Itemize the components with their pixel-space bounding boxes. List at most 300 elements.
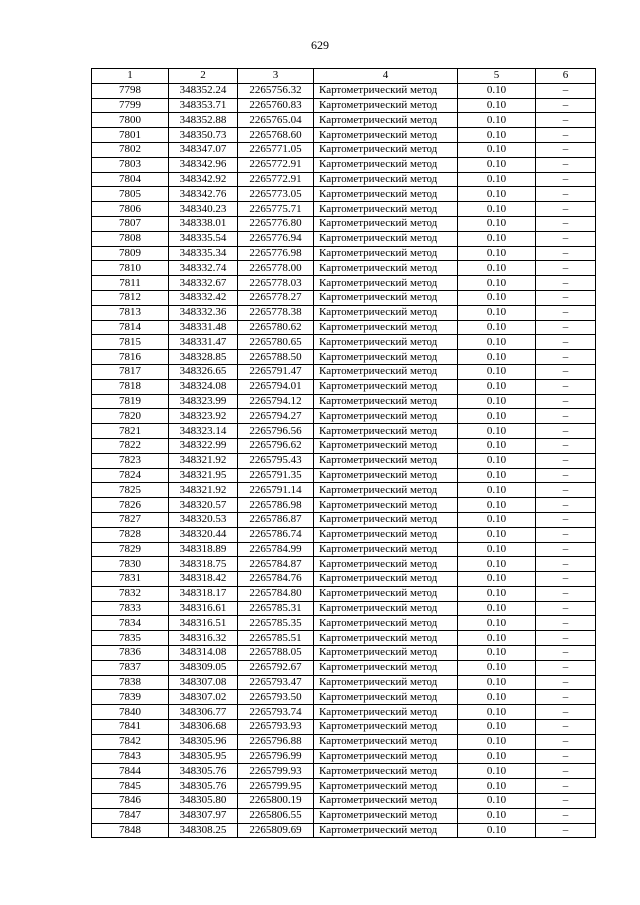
method-cell: Картометрический метод bbox=[314, 83, 458, 98]
table-row bbox=[92, 572, 596, 587]
x-coordinate-cell: 348320.57 bbox=[169, 498, 238, 513]
x-coordinate-cell: 348342.96 bbox=[169, 157, 238, 172]
y-coordinate-cell: 2265806.55 bbox=[238, 808, 314, 823]
method-cell: Картометрический метод bbox=[314, 157, 458, 172]
note-cell: – bbox=[536, 202, 596, 217]
method-cell: Картометрический метод bbox=[314, 172, 458, 187]
point-number-cell: 7807 bbox=[92, 216, 169, 231]
y-coordinate-cell: 2265778.38 bbox=[238, 305, 314, 320]
point-number-cell: 7809 bbox=[92, 246, 169, 261]
note-cell: – bbox=[536, 364, 596, 379]
x-coordinate-cell: 348305.80 bbox=[169, 794, 238, 809]
table-row bbox=[92, 246, 596, 261]
table-row bbox=[92, 631, 596, 646]
table-row bbox=[92, 823, 596, 838]
point-number-cell: 7829 bbox=[92, 542, 169, 557]
note-cell: – bbox=[536, 646, 596, 661]
x-coordinate-cell: 348328.85 bbox=[169, 350, 238, 365]
table-row bbox=[92, 794, 596, 809]
x-coordinate-cell: 348305.76 bbox=[169, 779, 238, 794]
accuracy-cell: 0.10 bbox=[458, 527, 536, 542]
method-cell: Картометрический метод bbox=[314, 379, 458, 394]
accuracy-cell: 0.10 bbox=[458, 749, 536, 764]
method-cell: Картометрический метод bbox=[314, 527, 458, 542]
accuracy-cell: 0.10 bbox=[458, 631, 536, 646]
table-row bbox=[92, 749, 596, 764]
table-row bbox=[92, 379, 596, 394]
accuracy-cell: 0.10 bbox=[458, 157, 536, 172]
method-cell: Картометрический метод bbox=[314, 320, 458, 335]
accuracy-cell: 0.10 bbox=[458, 660, 536, 675]
point-number-cell: 7826 bbox=[92, 498, 169, 513]
x-coordinate-cell: 348352.88 bbox=[169, 113, 238, 128]
point-number-cell: 7803 bbox=[92, 157, 169, 172]
note-cell: – bbox=[536, 83, 596, 98]
note-cell: – bbox=[536, 690, 596, 705]
accuracy-cell: 0.10 bbox=[458, 231, 536, 246]
note-cell: – bbox=[536, 128, 596, 143]
x-coordinate-cell: 348332.42 bbox=[169, 290, 238, 305]
y-coordinate-cell: 2265788.50 bbox=[238, 350, 314, 365]
table-row bbox=[92, 690, 596, 705]
note-cell: – bbox=[536, 335, 596, 350]
y-coordinate-cell: 2265756.32 bbox=[238, 83, 314, 98]
table-row bbox=[92, 779, 596, 794]
table-row bbox=[92, 335, 596, 350]
x-coordinate-cell: 348309.05 bbox=[169, 660, 238, 675]
y-coordinate-cell: 2265793.50 bbox=[238, 690, 314, 705]
column-header: 1 bbox=[92, 69, 169, 84]
accuracy-cell: 0.10 bbox=[458, 498, 536, 513]
point-number-cell: 7834 bbox=[92, 616, 169, 631]
y-coordinate-cell: 2265785.51 bbox=[238, 631, 314, 646]
y-coordinate-cell: 2265796.99 bbox=[238, 749, 314, 764]
point-number-cell: 7815 bbox=[92, 335, 169, 350]
table-row bbox=[92, 231, 596, 246]
table-row bbox=[92, 646, 596, 661]
x-coordinate-cell: 348342.92 bbox=[169, 172, 238, 187]
y-coordinate-cell: 2265784.87 bbox=[238, 557, 314, 572]
table-row bbox=[92, 261, 596, 276]
accuracy-cell: 0.10 bbox=[458, 335, 536, 350]
y-coordinate-cell: 2265799.93 bbox=[238, 764, 314, 779]
y-coordinate-cell: 2265794.27 bbox=[238, 409, 314, 424]
table-row bbox=[92, 290, 596, 305]
point-number-cell: 7838 bbox=[92, 675, 169, 690]
note-cell: – bbox=[536, 527, 596, 542]
method-cell: Картометрический метод bbox=[314, 808, 458, 823]
y-coordinate-cell: 2265772.91 bbox=[238, 157, 314, 172]
x-coordinate-cell: 348322.99 bbox=[169, 438, 238, 453]
method-cell: Картометрический метод bbox=[314, 512, 458, 527]
method-cell: Картометрический метод bbox=[314, 705, 458, 720]
accuracy-cell: 0.10 bbox=[458, 690, 536, 705]
table-header-row bbox=[92, 69, 596, 84]
y-coordinate-cell: 2265786.87 bbox=[238, 512, 314, 527]
y-coordinate-cell: 2265786.74 bbox=[238, 527, 314, 542]
note-cell: – bbox=[536, 779, 596, 794]
accuracy-cell: 0.10 bbox=[458, 734, 536, 749]
table-row bbox=[92, 586, 596, 601]
x-coordinate-cell: 348326.65 bbox=[169, 364, 238, 379]
y-coordinate-cell: 2265780.62 bbox=[238, 320, 314, 335]
accuracy-cell: 0.10 bbox=[458, 675, 536, 690]
x-coordinate-cell: 348306.77 bbox=[169, 705, 238, 720]
point-number-cell: 7802 bbox=[92, 142, 169, 157]
method-cell: Картометрический метод bbox=[314, 187, 458, 202]
point-number-cell: 7824 bbox=[92, 468, 169, 483]
note-cell: – bbox=[536, 734, 596, 749]
method-cell: Картометрический метод bbox=[314, 409, 458, 424]
note-cell: – bbox=[536, 261, 596, 276]
accuracy-cell: 0.10 bbox=[458, 572, 536, 587]
method-cell: Картометрический метод bbox=[314, 616, 458, 631]
accuracy-cell: 0.10 bbox=[458, 616, 536, 631]
method-cell: Картометрический метод bbox=[314, 231, 458, 246]
y-coordinate-cell: 2265795.43 bbox=[238, 453, 314, 468]
point-number-cell: 7817 bbox=[92, 364, 169, 379]
table-row bbox=[92, 720, 596, 735]
x-coordinate-cell: 348305.95 bbox=[169, 749, 238, 764]
y-coordinate-cell: 2265785.31 bbox=[238, 601, 314, 616]
y-coordinate-cell: 2265771.05 bbox=[238, 142, 314, 157]
accuracy-cell: 0.10 bbox=[458, 409, 536, 424]
table-row bbox=[92, 305, 596, 320]
note-cell: – bbox=[536, 290, 596, 305]
point-number-cell: 7844 bbox=[92, 764, 169, 779]
method-cell: Картометрический метод bbox=[314, 113, 458, 128]
accuracy-cell: 0.10 bbox=[458, 438, 536, 453]
point-number-cell: 7801 bbox=[92, 128, 169, 143]
x-coordinate-cell: 348316.32 bbox=[169, 631, 238, 646]
y-coordinate-cell: 2265796.88 bbox=[238, 734, 314, 749]
y-coordinate-cell: 2265780.65 bbox=[238, 335, 314, 350]
y-coordinate-cell: 2265786.98 bbox=[238, 498, 314, 513]
method-cell: Картометрический метод bbox=[314, 631, 458, 646]
method-cell: Картометрический метод bbox=[314, 468, 458, 483]
column-header: 2 bbox=[169, 69, 238, 84]
accuracy-cell: 0.10 bbox=[458, 557, 536, 572]
coordinates-table bbox=[91, 68, 596, 838]
x-coordinate-cell: 348350.73 bbox=[169, 128, 238, 143]
table-row bbox=[92, 113, 596, 128]
note-cell: – bbox=[536, 660, 596, 675]
y-coordinate-cell: 2265793.93 bbox=[238, 720, 314, 735]
note-cell: – bbox=[536, 586, 596, 601]
y-coordinate-cell: 2265785.35 bbox=[238, 616, 314, 631]
x-coordinate-cell: 348307.97 bbox=[169, 808, 238, 823]
table-row bbox=[92, 601, 596, 616]
method-cell: Картометрический метод bbox=[314, 305, 458, 320]
x-coordinate-cell: 348306.68 bbox=[169, 720, 238, 735]
x-coordinate-cell: 348316.51 bbox=[169, 616, 238, 631]
accuracy-cell: 0.10 bbox=[458, 379, 536, 394]
table-row bbox=[92, 128, 596, 143]
accuracy-cell: 0.10 bbox=[458, 823, 536, 838]
point-number-cell: 7840 bbox=[92, 705, 169, 720]
table-row bbox=[92, 320, 596, 335]
note-cell: – bbox=[536, 601, 596, 616]
x-coordinate-cell: 348335.34 bbox=[169, 246, 238, 261]
y-coordinate-cell: 2265778.03 bbox=[238, 276, 314, 291]
accuracy-cell: 0.10 bbox=[458, 764, 536, 779]
x-coordinate-cell: 348307.02 bbox=[169, 690, 238, 705]
table-row bbox=[92, 187, 596, 202]
y-coordinate-cell: 2265778.00 bbox=[238, 261, 314, 276]
note-cell: – bbox=[536, 453, 596, 468]
table-row bbox=[92, 734, 596, 749]
x-coordinate-cell: 348318.75 bbox=[169, 557, 238, 572]
point-number-cell: 7831 bbox=[92, 572, 169, 587]
table-row bbox=[92, 705, 596, 720]
accuracy-cell: 0.10 bbox=[458, 290, 536, 305]
y-coordinate-cell: 2265799.95 bbox=[238, 779, 314, 794]
accuracy-cell: 0.10 bbox=[458, 187, 536, 202]
y-coordinate-cell: 2265791.35 bbox=[238, 468, 314, 483]
note-cell: – bbox=[536, 720, 596, 735]
method-cell: Картометрический метод bbox=[314, 720, 458, 735]
accuracy-cell: 0.10 bbox=[458, 705, 536, 720]
point-number-cell: 7816 bbox=[92, 350, 169, 365]
point-number-cell: 7818 bbox=[92, 379, 169, 394]
method-cell: Картометрический метод bbox=[314, 572, 458, 587]
x-coordinate-cell: 348316.61 bbox=[169, 601, 238, 616]
y-coordinate-cell: 2265768.60 bbox=[238, 128, 314, 143]
method-cell: Картометрический метод bbox=[314, 823, 458, 838]
point-number-cell: 7798 bbox=[92, 83, 169, 98]
note-cell: – bbox=[536, 113, 596, 128]
table-row bbox=[92, 557, 596, 572]
y-coordinate-cell: 2265796.62 bbox=[238, 438, 314, 453]
method-cell: Картометрический метод bbox=[314, 749, 458, 764]
accuracy-cell: 0.10 bbox=[458, 542, 536, 557]
x-coordinate-cell: 348352.24 bbox=[169, 83, 238, 98]
point-number-cell: 7837 bbox=[92, 660, 169, 675]
accuracy-cell: 0.10 bbox=[458, 128, 536, 143]
note-cell: – bbox=[536, 320, 596, 335]
y-coordinate-cell: 2265794.01 bbox=[238, 379, 314, 394]
note-cell: – bbox=[536, 572, 596, 587]
x-coordinate-cell: 348323.99 bbox=[169, 394, 238, 409]
method-cell: Картометрический метод bbox=[314, 216, 458, 231]
note-cell: – bbox=[536, 557, 596, 572]
accuracy-cell: 0.10 bbox=[458, 601, 536, 616]
note-cell: – bbox=[536, 542, 596, 557]
note-cell: – bbox=[536, 512, 596, 527]
point-number-cell: 7823 bbox=[92, 453, 169, 468]
note-cell: – bbox=[536, 276, 596, 291]
column-header: 5 bbox=[458, 69, 536, 84]
point-number-cell: 7806 bbox=[92, 202, 169, 217]
accuracy-cell: 0.10 bbox=[458, 202, 536, 217]
accuracy-cell: 0.10 bbox=[458, 113, 536, 128]
x-coordinate-cell: 348353.71 bbox=[169, 98, 238, 113]
method-cell: Картометрический метод bbox=[314, 202, 458, 217]
accuracy-cell: 0.10 bbox=[458, 261, 536, 276]
x-coordinate-cell: 348331.48 bbox=[169, 320, 238, 335]
x-coordinate-cell: 348332.67 bbox=[169, 276, 238, 291]
method-cell: Картометрический метод bbox=[314, 660, 458, 675]
note-cell: – bbox=[536, 172, 596, 187]
method-cell: Картометрический метод bbox=[314, 424, 458, 439]
point-number-cell: 7805 bbox=[92, 187, 169, 202]
y-coordinate-cell: 2265775.71 bbox=[238, 202, 314, 217]
note-cell: – bbox=[536, 794, 596, 809]
table-row bbox=[92, 498, 596, 513]
method-cell: Картометрический метод bbox=[314, 290, 458, 305]
x-coordinate-cell: 348324.08 bbox=[169, 379, 238, 394]
table-row bbox=[92, 660, 596, 675]
x-coordinate-cell: 348307.08 bbox=[169, 675, 238, 690]
accuracy-cell: 0.10 bbox=[458, 808, 536, 823]
method-cell: Картометрический метод bbox=[314, 779, 458, 794]
column-header: 4 bbox=[314, 69, 458, 84]
accuracy-cell: 0.10 bbox=[458, 483, 536, 498]
note-cell: – bbox=[536, 394, 596, 409]
table-row bbox=[92, 142, 596, 157]
point-number-cell: 7819 bbox=[92, 394, 169, 409]
table-row bbox=[92, 675, 596, 690]
point-number-cell: 7814 bbox=[92, 320, 169, 335]
x-coordinate-cell: 348305.76 bbox=[169, 764, 238, 779]
y-coordinate-cell: 2265791.14 bbox=[238, 483, 314, 498]
note-cell: – bbox=[536, 231, 596, 246]
x-coordinate-cell: 348318.89 bbox=[169, 542, 238, 557]
x-coordinate-cell: 348320.44 bbox=[169, 527, 238, 542]
point-number-cell: 7836 bbox=[92, 646, 169, 661]
y-coordinate-cell: 2265765.04 bbox=[238, 113, 314, 128]
point-number-cell: 7842 bbox=[92, 734, 169, 749]
accuracy-cell: 0.10 bbox=[458, 512, 536, 527]
accuracy-cell: 0.10 bbox=[458, 468, 536, 483]
y-coordinate-cell: 2265800.19 bbox=[238, 794, 314, 809]
point-number-cell: 7799 bbox=[92, 98, 169, 113]
point-number-cell: 7845 bbox=[92, 779, 169, 794]
table-row bbox=[92, 409, 596, 424]
y-coordinate-cell: 2265784.99 bbox=[238, 542, 314, 557]
note-cell: – bbox=[536, 157, 596, 172]
accuracy-cell: 0.10 bbox=[458, 320, 536, 335]
point-number-cell: 7804 bbox=[92, 172, 169, 187]
note-cell: – bbox=[536, 246, 596, 261]
note-cell: – bbox=[536, 675, 596, 690]
y-coordinate-cell: 2265776.80 bbox=[238, 216, 314, 231]
point-number-cell: 7839 bbox=[92, 690, 169, 705]
y-coordinate-cell: 2265778.27 bbox=[238, 290, 314, 305]
accuracy-cell: 0.10 bbox=[458, 276, 536, 291]
x-coordinate-cell: 348321.92 bbox=[169, 453, 238, 468]
accuracy-cell: 0.10 bbox=[458, 424, 536, 439]
x-coordinate-cell: 348314.08 bbox=[169, 646, 238, 661]
y-coordinate-cell: 2265773.05 bbox=[238, 187, 314, 202]
table-body bbox=[92, 83, 596, 838]
x-coordinate-cell: 348308.25 bbox=[169, 823, 238, 838]
point-number-cell: 7843 bbox=[92, 749, 169, 764]
point-number-cell: 7821 bbox=[92, 424, 169, 439]
y-coordinate-cell: 2265793.47 bbox=[238, 675, 314, 690]
x-coordinate-cell: 348332.36 bbox=[169, 305, 238, 320]
table-row bbox=[92, 276, 596, 291]
y-coordinate-cell: 2265784.80 bbox=[238, 586, 314, 601]
note-cell: – bbox=[536, 498, 596, 513]
point-number-cell: 7835 bbox=[92, 631, 169, 646]
point-number-cell: 7832 bbox=[92, 586, 169, 601]
method-cell: Картометрический метод bbox=[314, 246, 458, 261]
note-cell: – bbox=[536, 468, 596, 483]
method-cell: Картометрический метод bbox=[314, 586, 458, 601]
table-row bbox=[92, 468, 596, 483]
x-coordinate-cell: 348305.96 bbox=[169, 734, 238, 749]
point-number-cell: 7812 bbox=[92, 290, 169, 305]
note-cell: – bbox=[536, 187, 596, 202]
point-number-cell: 7847 bbox=[92, 808, 169, 823]
note-cell: – bbox=[536, 749, 596, 764]
table-row bbox=[92, 453, 596, 468]
x-coordinate-cell: 348323.92 bbox=[169, 409, 238, 424]
accuracy-cell: 0.10 bbox=[458, 453, 536, 468]
method-cell: Картометрический метод bbox=[314, 646, 458, 661]
x-coordinate-cell: 348318.17 bbox=[169, 586, 238, 601]
accuracy-cell: 0.10 bbox=[458, 586, 536, 601]
point-number-cell: 7830 bbox=[92, 557, 169, 572]
method-cell: Картометрический метод bbox=[314, 276, 458, 291]
method-cell: Картометрический метод bbox=[314, 734, 458, 749]
accuracy-cell: 0.10 bbox=[458, 350, 536, 365]
method-cell: Картометрический метод bbox=[314, 98, 458, 113]
note-cell: – bbox=[536, 305, 596, 320]
y-coordinate-cell: 2265794.12 bbox=[238, 394, 314, 409]
point-number-cell: 7846 bbox=[92, 794, 169, 809]
table-row bbox=[92, 808, 596, 823]
note-cell: – bbox=[536, 764, 596, 779]
column-header: 6 bbox=[536, 69, 596, 84]
table-row bbox=[92, 157, 596, 172]
table-row bbox=[92, 216, 596, 231]
y-coordinate-cell: 2265776.98 bbox=[238, 246, 314, 261]
accuracy-cell: 0.10 bbox=[458, 646, 536, 661]
table-row bbox=[92, 98, 596, 113]
point-number-cell: 7822 bbox=[92, 438, 169, 453]
note-cell: – bbox=[536, 631, 596, 646]
note-cell: – bbox=[536, 216, 596, 231]
x-coordinate-cell: 348332.74 bbox=[169, 261, 238, 276]
x-coordinate-cell: 348320.53 bbox=[169, 512, 238, 527]
accuracy-cell: 0.10 bbox=[458, 83, 536, 98]
table-row bbox=[92, 364, 596, 379]
method-cell: Картометрический метод bbox=[314, 350, 458, 365]
note-cell: – bbox=[536, 823, 596, 838]
table-row bbox=[92, 527, 596, 542]
table-row bbox=[92, 394, 596, 409]
accuracy-cell: 0.10 bbox=[458, 794, 536, 809]
point-number-cell: 7820 bbox=[92, 409, 169, 424]
point-number-cell: 7848 bbox=[92, 823, 169, 838]
note-cell: – bbox=[536, 142, 596, 157]
note-cell: – bbox=[536, 409, 596, 424]
y-coordinate-cell: 2265791.47 bbox=[238, 364, 314, 379]
method-cell: Картометрический метод bbox=[314, 498, 458, 513]
accuracy-cell: 0.10 bbox=[458, 98, 536, 113]
x-coordinate-cell: 348335.54 bbox=[169, 231, 238, 246]
note-cell: – bbox=[536, 483, 596, 498]
y-coordinate-cell: 2265784.76 bbox=[238, 572, 314, 587]
method-cell: Картометрический метод bbox=[314, 364, 458, 379]
table-row bbox=[92, 764, 596, 779]
accuracy-cell: 0.10 bbox=[458, 246, 536, 261]
method-cell: Картометрический метод bbox=[314, 794, 458, 809]
method-cell: Картометрический метод bbox=[314, 142, 458, 157]
note-cell: – bbox=[536, 616, 596, 631]
